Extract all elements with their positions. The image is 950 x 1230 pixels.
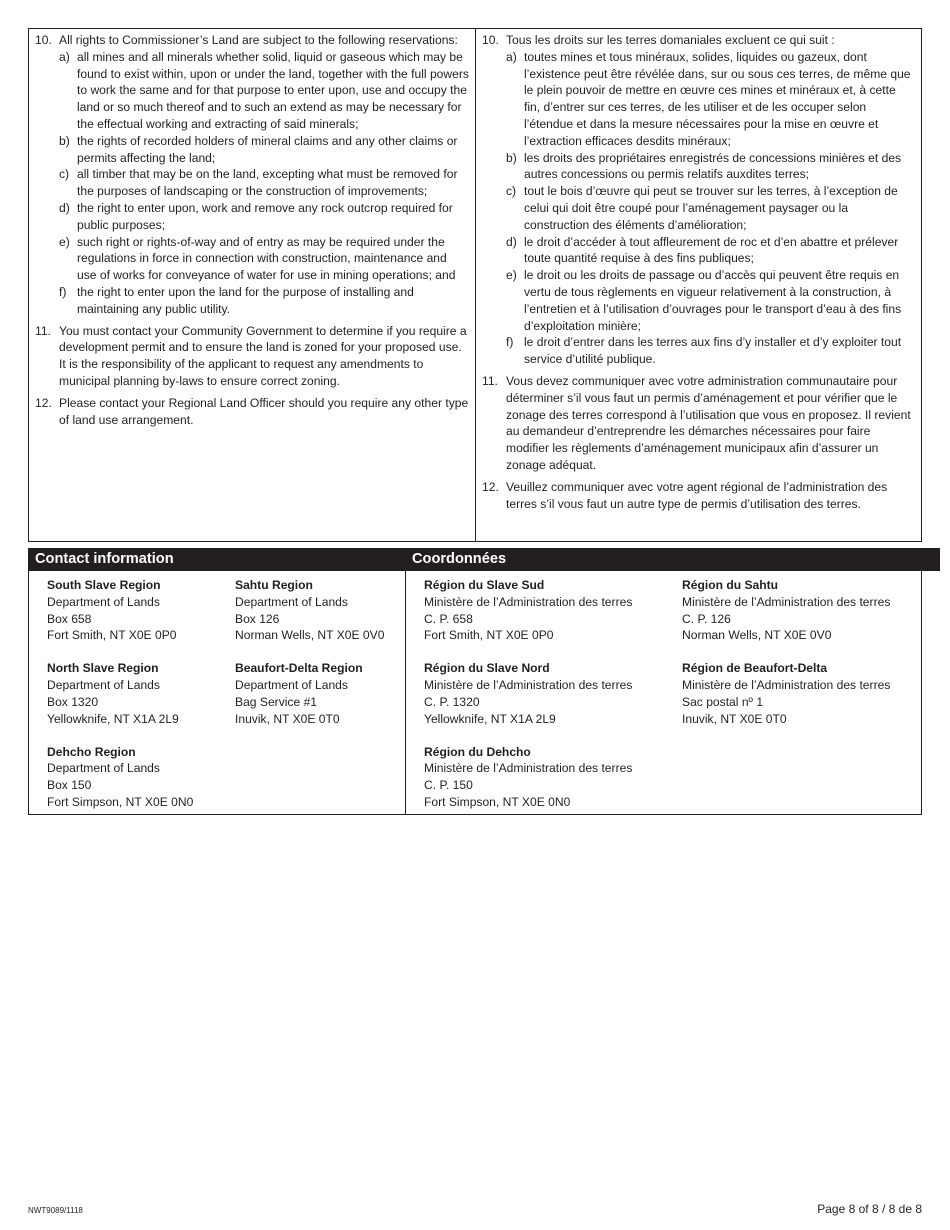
office-region: Région du Dehcho	[424, 744, 531, 759]
term-item	[482, 479, 915, 513]
office-address	[47, 660, 235, 730]
address-line: Ministère de l’Administration des terres	[424, 761, 633, 776]
office-address	[47, 577, 235, 647]
office-address	[424, 744, 682, 814]
contact-header-fr: Coordonnées	[406, 548, 940, 571]
contact-grid-en	[29, 571, 405, 814]
subitem-text: les droits des propriétaires enregistrés de concessions minières et des autres concessions ou permis relatifs auxdites terres;	[524, 150, 902, 182]
term-body	[506, 479, 915, 513]
subitem-letter: d)	[506, 234, 517, 249]
term-text: Vous devez communiquer avec votre administration communautaire pour déterminer s’il vous faut un permis d’aménagement et pour vérifier que le zonage des terres correspond à l’utilisation que vous en proposez. Il revient au demandeur d’entreprendre les démarches nécessaires pour faire modifier les règlements d’aménagement municipaux afin d’assurer un zonage adéquat.	[506, 373, 911, 472]
term-body	[59, 323, 469, 390]
subitem-text: the right to enter upon, work and remove any rock outcrop required for public purposes;	[77, 200, 453, 232]
subitem-text: such right or rights-of-way and of entry as may be required under the regulations in force in connection with construction, maintenance and use of works for conveyance of water for use in mining operations; and	[77, 234, 456, 283]
address-line: Inuvik, NT X0E 0T0	[682, 711, 787, 726]
address-line: Ministère de l’Administration des terres	[424, 678, 633, 693]
term-item	[482, 32, 915, 368]
term-number: 11.	[35, 323, 51, 338]
subitem-letter: d)	[59, 200, 70, 215]
address-line: Fort Smith, NT X0E 0P0	[424, 628, 554, 643]
subitem-letter: b)	[59, 133, 70, 148]
address-line: C. P. 150	[424, 778, 473, 793]
office-address	[682, 577, 940, 647]
subitem-letter: c)	[506, 184, 517, 199]
office-region: Région du Slave Sud	[424, 578, 545, 592]
page-number: Page 8 of 8 / 8 de 8	[817, 1202, 922, 1216]
subitem-text: le droit d’entrer dans les terres aux fins d’y installer et d’y exploiter tout service d’utilité publique.	[524, 335, 902, 367]
address-line: Yellowknife, NT X1A 2L9	[424, 711, 556, 726]
term-number: 12.	[482, 479, 499, 494]
term-item	[35, 32, 469, 318]
subitem-text: the rights of recorded holders of mineral claims and any other claims or permits affecting the land;	[77, 133, 458, 165]
contact-english	[29, 548, 405, 814]
address-line: Box 1320	[47, 694, 99, 709]
term-subitem	[506, 49, 915, 150]
address-line: Inuvik, NT X0E 0T0	[235, 711, 340, 726]
subitem-text: the right to enter upon the land for the purpose of installing and maintaining any public utility.	[77, 284, 414, 316]
address-line: Box 658	[47, 611, 92, 626]
subitem-text: le droit ou les droits de passage ou d’accès qui peuvent être requis en vertu de tous règlements en vigueur relativement à la construction, à l’entretien et à l’utilisation d’ouvrages pour le transport d’eau à des fins d’exploitation minière;	[524, 268, 902, 333]
address-line: Norman Wells, NT X0E 0V0	[682, 628, 832, 643]
term-number: 10.	[482, 33, 499, 47]
address-line: Fort Simpson, NT X0E 0N0	[47, 795, 194, 810]
address-line: C. P. 1320	[424, 694, 480, 709]
term-text: All rights to Commissioner’s Land are subject to the following reservations:	[59, 33, 458, 47]
subitem-text: tout le bois d’œuvre qui peut se trouver sur les terres, à l’exception de celui qui doit être coupé pour l’aménagement paysager ou la construction des éléments d’amélioration;	[524, 184, 898, 232]
term-number: 10.	[35, 33, 52, 47]
term-text: Please contact your Regional Land Officer should you require any other type of land use arrangement.	[59, 395, 469, 427]
subitem-letter: f)	[59, 284, 67, 299]
contact-french	[405, 548, 940, 814]
term-body	[59, 395, 469, 429]
term-subitem	[506, 183, 915, 233]
term-text: You must contact your Community Government to determine if you require a development permit and to ensure the land is zoned for your proposed use. It is the responsibility of the applicant to request any amendments to municipal planning by-laws to ensure correct zoning.	[59, 323, 467, 388]
office-address	[424, 577, 682, 647]
office-region: North Slave Region	[47, 661, 159, 676]
office-address	[235, 660, 423, 730]
terms-english	[29, 29, 475, 541]
address-line: Box 150	[47, 778, 92, 793]
term-item	[35, 395, 469, 429]
term-subitem	[506, 150, 915, 184]
contact-header-en: Contact information	[29, 548, 405, 571]
office-address	[682, 660, 940, 730]
office-region: Région du Sahtu	[682, 578, 779, 592]
address-line: Department of Lands	[47, 761, 160, 776]
term-subitem	[506, 234, 915, 268]
office-region: Région du Slave Nord	[424, 661, 550, 676]
term-body	[59, 32, 469, 318]
address-line: Fort Simpson, NT X0E 0N0	[424, 795, 571, 810]
term-subitem	[59, 284, 469, 318]
term-subitem	[59, 49, 469, 133]
term-subitem	[59, 166, 469, 200]
subitem-letter: a)	[506, 49, 517, 64]
office-address	[47, 744, 235, 814]
address-line: Department of Lands	[47, 594, 160, 609]
contact-grid-fr	[406, 571, 940, 814]
term-subitem	[506, 267, 915, 334]
term-subitem	[59, 234, 469, 284]
address-line: Yellowknife, NT X1A 2L9	[47, 711, 179, 726]
office-region: South Slave Region	[47, 578, 161, 592]
address-line: Ministère de l’Administration des terres	[424, 594, 633, 609]
subitem-letter: a)	[59, 49, 70, 64]
address-line: Department of Lands	[47, 678, 160, 693]
office-address	[424, 660, 682, 730]
subitem-text: all timber that may be on the land, excepting what must be removed for the purposes of landscaping or the construction of improvements;	[77, 167, 458, 199]
term-subitem	[59, 200, 469, 234]
office-address	[235, 577, 423, 647]
term-number: 11.	[482, 373, 498, 388]
contact-section	[28, 548, 922, 815]
term-subitem	[59, 133, 469, 167]
subitem-letter: f)	[506, 335, 514, 350]
address-line: Norman Wells, NT X0E 0V0	[235, 628, 385, 643]
term-body	[506, 373, 915, 474]
subitem-text: toutes mines et tous minéraux, solides, liquides ou gazeux, dont l’existence peut être révélée dans, sur ou sous ces terres, de même que le plein pouvoir de mettre en œuvre ces mines et minéraux et, à cette fin, d’entrer sur ces terres, de les utiliser et de les occuper selon l’étendue et dans la mesure nécessaires pour la mise en œuvre et l’extraction efficaces desdits minéraux;	[524, 49, 911, 148]
address-line: C. P. 126	[682, 611, 731, 626]
subitem-text: all mines and all minerals whether solid, liquid or gaseous which may be found to exist within, upon or under the land, together with the full powers to work the same and for that purpose to enter upon, use and occupy the land or so much thereof and to such an extend as may be necessary for the effectual working and extracting of said minerals;	[77, 49, 469, 131]
address-line: Department of Lands	[235, 678, 348, 693]
terms-french	[475, 29, 921, 541]
address-line: Department of Lands	[235, 594, 348, 609]
address-line: Ministère de l’Administration des terres	[682, 678, 891, 693]
subitem-letter: e)	[59, 234, 70, 249]
subitem-letter: c)	[59, 167, 70, 182]
address-line: Box 126	[235, 611, 280, 626]
office-region: Beaufort-Delta Region	[235, 661, 363, 676]
address-line: Sac postal nº 1	[682, 694, 764, 709]
address-line: Bag Service #1	[235, 694, 318, 709]
term-text: Tous les droits sur les terres domaniales excluent ce qui suit :	[506, 33, 835, 47]
address-line: Fort Smith, NT X0E 0P0	[47, 628, 177, 643]
subitem-letter: e)	[506, 268, 517, 283]
address-line: C. P. 658	[424, 611, 473, 626]
subitem-letter: b)	[506, 150, 517, 165]
subitem-text: le droit d’accéder à tout affleurement de roc et d’en abattre et prélever toute quantité requise à des fins publiques;	[524, 234, 899, 266]
form-code: NWT9089/1118	[28, 1206, 83, 1215]
term-body	[506, 32, 915, 368]
term-subitem	[506, 334, 915, 368]
term-text: Veuillez communiquer avec votre agent régional de l’administration des terres s’il vous faut un autre type de permis d’utilisation des terres.	[506, 479, 888, 511]
address-line: Ministère de l’Administration des terres	[682, 594, 891, 609]
office-region: Région de Beaufort-Delta	[682, 661, 828, 676]
term-number: 12.	[35, 395, 52, 410]
office-region: Sahtu Region	[235, 578, 313, 592]
terms-box	[28, 28, 922, 542]
term-item	[35, 323, 469, 390]
term-item	[482, 373, 915, 474]
office-region: Dehcho Region	[47, 744, 136, 759]
